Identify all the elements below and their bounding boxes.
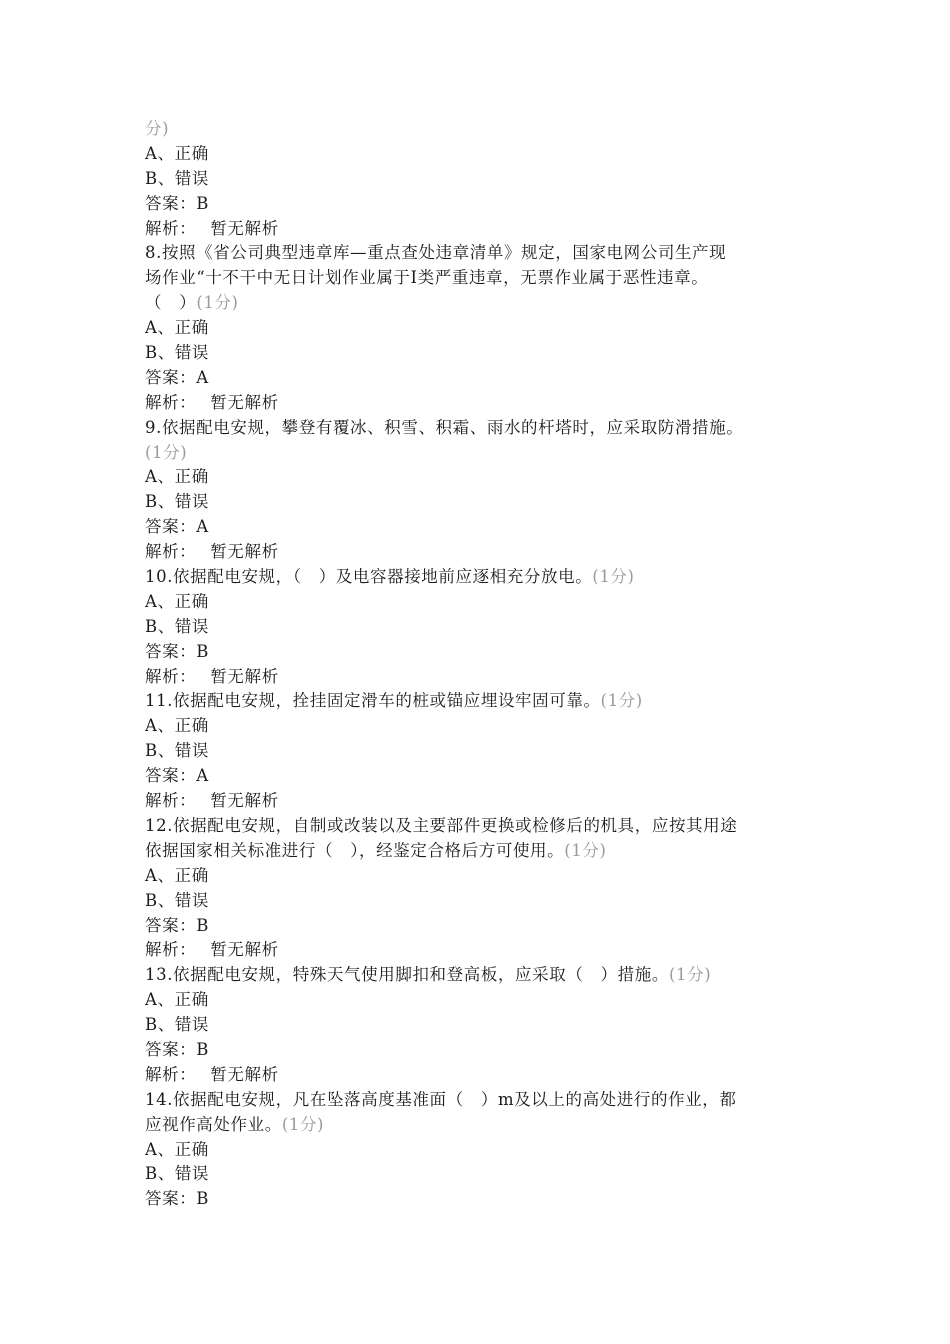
option-b: B、错误	[145, 1015, 210, 1035]
question-text: 11.依据配电安规，拴挂固定滑车的桩或锚应埋设牢固可靠。	[145, 691, 601, 711]
analysis-text: 暂无解析	[210, 940, 279, 960]
answer-line: 答案：A	[145, 517, 209, 537]
answer-line: 答案：A	[145, 367, 209, 387]
analysis-text: 暂无解析	[210, 1064, 279, 1084]
question-stem-continued	[145, 839, 825, 864]
answer-line: 答案：A	[145, 766, 209, 786]
question-score: (1分)	[281, 1114, 325, 1134]
question-text: 依据国家相关标准进行（ ），经鉴定合格后方可使用。	[145, 840, 565, 860]
question-text: 12.依据配电安规，自制或改装以及主要部件更换或检修后的机具，应按其用途	[145, 815, 738, 835]
option-b: B、错误	[145, 168, 210, 188]
analysis-line	[145, 1063, 825, 1088]
answer-line: 答案：B	[145, 915, 210, 935]
answer-line: 答案：B	[145, 1189, 210, 1209]
question-score: (1分)	[196, 293, 239, 313]
analysis-label: 解析：	[145, 542, 197, 562]
analysis-label: 解析：	[145, 218, 197, 238]
question-stem	[145, 241, 825, 266]
question-block	[145, 416, 825, 565]
answer-line: 答案：B	[145, 1039, 210, 1059]
question-block	[145, 1088, 825, 1212]
option-a: A、正确	[145, 467, 209, 487]
question-stem	[145, 565, 825, 590]
question-text: （ ）	[145, 293, 197, 313]
question-text: 9.依据配电安规，攀登有覆冰、积雪、积霜、雨水的杆塔时，应采取防滑措施。	[145, 417, 744, 437]
analysis-label: 解析：	[145, 940, 197, 960]
question-list	[145, 241, 825, 1212]
question-block	[145, 963, 825, 1087]
question-text: 场作业“十不干中无日计划作业属于Ⅰ类严重违章，无票作业属于恶性违章。	[145, 268, 709, 288]
question-stem	[145, 814, 825, 839]
analysis-line	[145, 391, 825, 416]
option-a: A、正确	[145, 591, 209, 611]
analysis-line	[145, 789, 825, 814]
option-a: A、正确	[145, 1139, 209, 1159]
question-7-tail	[145, 117, 825, 241]
analysis-line	[145, 938, 825, 963]
question-stem-continued	[145, 291, 825, 316]
analysis-text: 暂无解析	[210, 392, 279, 412]
analysis-line	[145, 217, 825, 242]
analysis-line	[145, 665, 825, 690]
question-stem	[145, 689, 825, 714]
option-a: A、正确	[145, 716, 209, 736]
question-stem	[145, 963, 825, 988]
option-b: B、错误	[145, 492, 210, 512]
question-stem	[145, 416, 825, 441]
question-stem-continued	[145, 441, 825, 466]
answer-line: 答案：B	[145, 641, 210, 661]
option-b: B、错误	[145, 1164, 210, 1184]
question-stem-continued	[145, 1113, 825, 1138]
question-stem-continued	[145, 266, 825, 291]
analysis-line	[145, 540, 825, 565]
question-text: 14.依据配电安规，凡在坠落高度基准面（ ）m及以上的高处进行的作业，都	[145, 1089, 737, 1109]
option-b: B、错误	[145, 890, 210, 910]
analysis-text: 暂无解析	[210, 791, 279, 811]
question-text: 10.依据配电安规，（ ）及电容器接地前应逐相充分放电。	[145, 567, 593, 587]
analysis-text: 暂无解析	[210, 666, 279, 686]
analysis-label: 解析：	[145, 1064, 197, 1084]
question-score: 分)	[145, 119, 170, 138]
option-b: B、错误	[145, 741, 210, 761]
question-block	[145, 241, 825, 415]
question-text: 8.按照《省公司典型违章库—重点查处违章清单》规定，国家电网公司生产现	[145, 243, 727, 263]
question-block	[145, 565, 825, 689]
question-score: (1分)	[600, 691, 643, 711]
analysis-text: 暂无解析	[210, 542, 279, 562]
question-text: 13.依据配电安规，特殊天气使用脚扣和登高板，应采取（ ）措施。	[145, 965, 669, 985]
option-a: A、正确	[145, 143, 209, 163]
question-block	[145, 689, 825, 813]
answer-line: 答案：B	[145, 193, 210, 213]
analysis-text: 暂无解析	[210, 218, 279, 238]
question-score: (1分)	[668, 965, 712, 985]
analysis-label: 解析：	[145, 392, 197, 412]
option-a: A、正确	[145, 990, 209, 1010]
question-stem	[145, 1088, 825, 1113]
analysis-label: 解析：	[145, 666, 197, 686]
option-b: B、错误	[145, 343, 210, 363]
document-page	[145, 117, 825, 1212]
option-a: A、正确	[145, 318, 209, 338]
analysis-label: 解析：	[145, 791, 197, 811]
question-score: (1分)	[564, 840, 607, 860]
question-score: (1分)	[592, 567, 635, 587]
question-text: 应视作高处作业。	[145, 1114, 282, 1134]
option-a: A、正确	[145, 865, 209, 885]
option-b: B、错误	[145, 616, 210, 636]
question-block	[145, 814, 825, 963]
question-score: (1分)	[145, 442, 188, 462]
